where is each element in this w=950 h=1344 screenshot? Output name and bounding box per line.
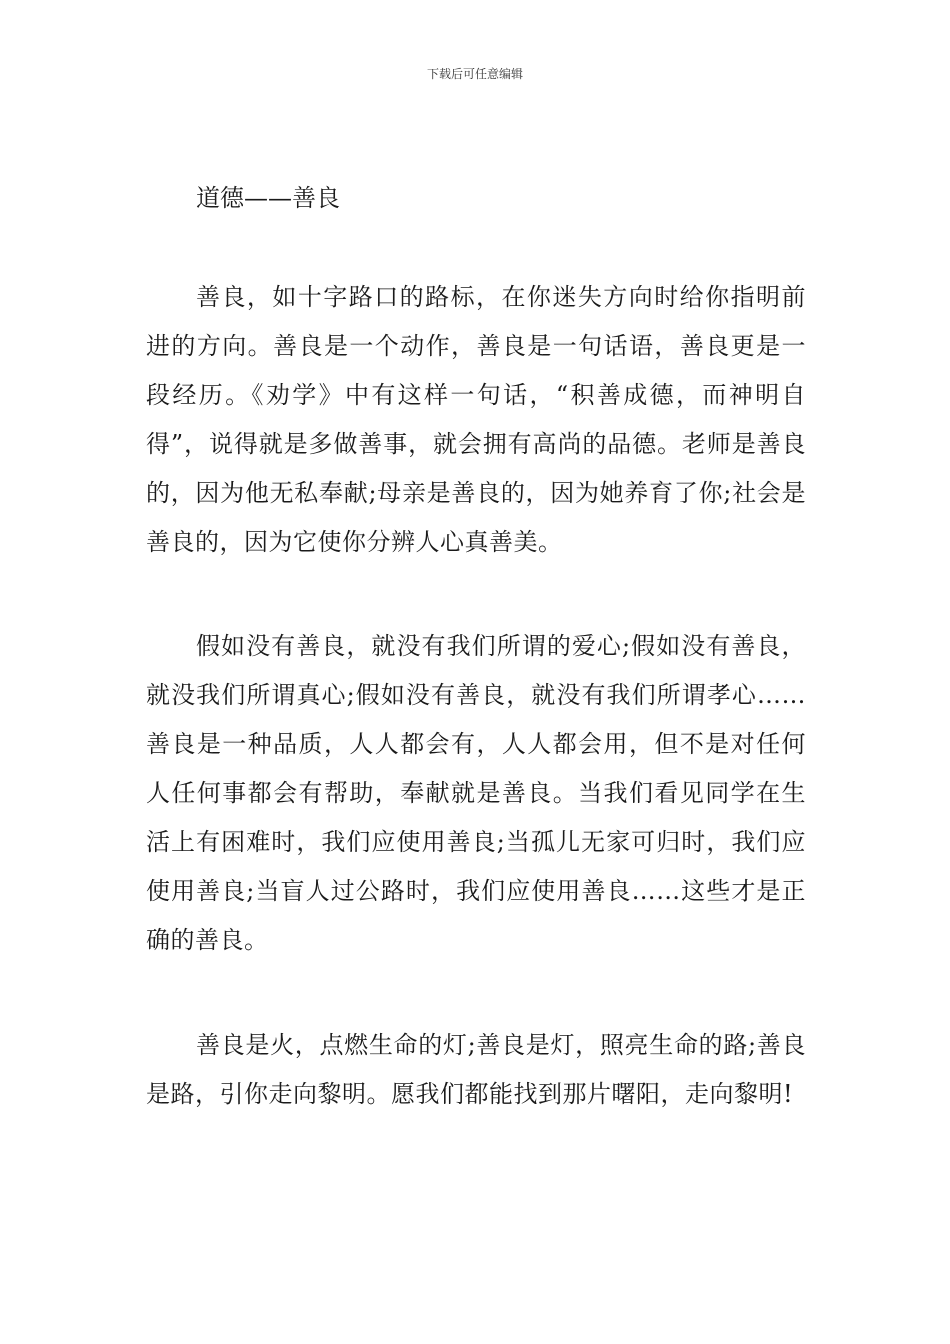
document-title: 道德——善良 [196, 184, 340, 212]
header-note: 下载后可任意编辑 [426, 67, 523, 81]
paragraph-3: 善良是火，点燃生命的灯;善良是灯，照亮生命的路;善良是路，引你走向黎明。愿我们都能找到那片曙阳，走向黎明! [146, 1031, 806, 1108]
paragraph-1: 善良，如十字路口的路标，在你迷失方向时给你指明前进的方向。善良是一个动作，善良是一句话语，善良更是一段经历。《劝学》中有这样一句话，“积善成德，而神明自得”，说得就是多做善事，就会拥有高尚的品德。老师是善良的，因为他无私奉献;母亲是善良的，因为她养育了你;社会是善良的，因为它使你分辨人心真善美。 [146, 283, 806, 556]
paragraph-2: 假如没有善良，就没有我们所谓的爱心;假如没有善良，就没我们所谓真心;假如没有善良，就没有我们所谓孝心……善良是一种品质，人人都会有，人人都会用，但不是对任何人任何事都会有帮助，奉献就是善良。当我们看见同学在生活上有困难时，我们应使用善良;当孤儿无家可归时，我们应使用善良;当盲人过公路时，我们应使用善良……这些才是正确的善良。 [146, 632, 806, 954]
